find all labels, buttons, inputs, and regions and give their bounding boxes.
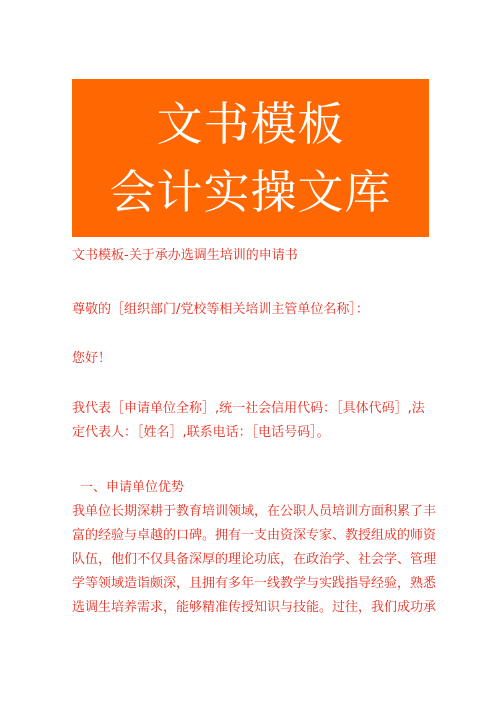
section-paragraph — [72, 500, 437, 620]
title-banner — [72, 79, 429, 237]
hello-line: 您好！ — [72, 351, 112, 366]
banner-title-line2: 会计实操文库 — [109, 165, 392, 219]
paragraph-line: 我单位长期深耕于教育培训领域，在公职人员培训方面积累了丰 — [72, 504, 437, 519]
paragraph-line: 富的经验与卓越的口碑。拥有一支由资深专家、教授组成的师资 — [72, 528, 437, 543]
section-heading: 一、申请单位优势 — [80, 480, 185, 495]
banner-title-line1: 文书模板 — [156, 97, 345, 151]
paragraph-line: 队伍，他们不仅具备深厚的理论功底，在政治学、社会学、管理 — [72, 552, 437, 567]
representative-line-1: 我代表［申请单位全称］,统一社会信用代码：［具体代码］,法 — [72, 401, 425, 416]
paragraph-line: 学等领域造诣颇深，且拥有多年一线教学与实践指导经验，熟悉 — [72, 576, 437, 591]
greeting-line: 尊敬的［组织部门/党校等相关培训主管单位名称］： — [72, 302, 369, 317]
paragraph-line: 选调生培养需求，能够精准传授知识与技能。过往，我们成功承 — [72, 600, 437, 615]
document-title: 文书模板-关于承办选调生培训的申请书 — [72, 248, 298, 263]
representative-line-2: 定代表人：［姓名］,联系电话：［电话号码］。 — [72, 425, 330, 440]
